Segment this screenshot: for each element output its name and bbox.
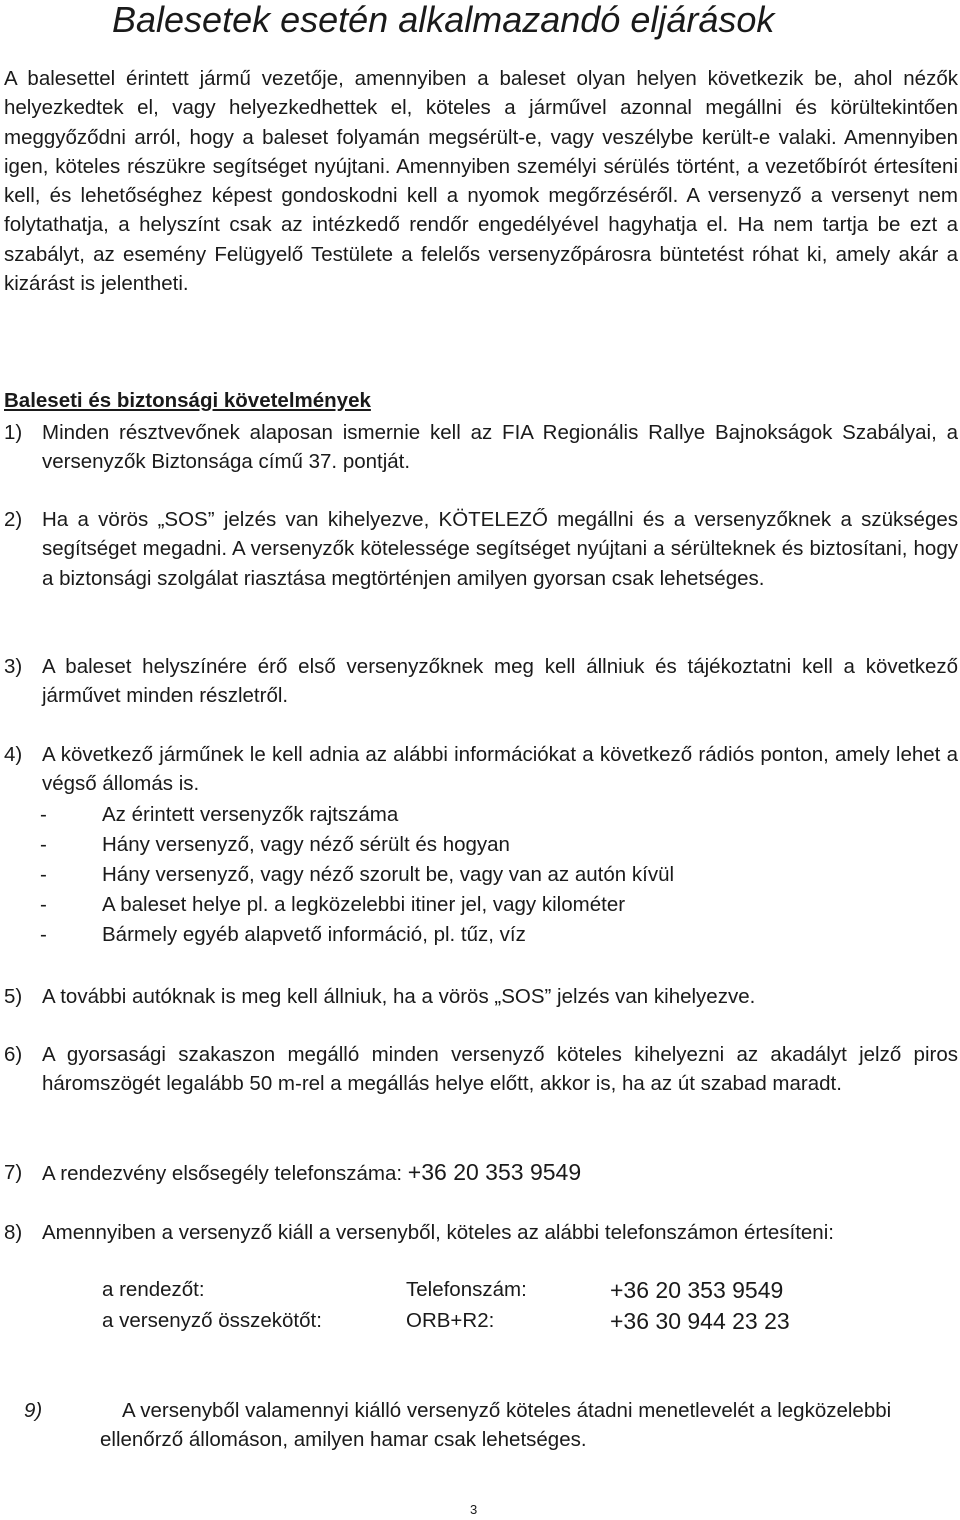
item-text: Amennyiben a versenyző kiáll a versenyből, köteles az alábbi telefonszámon értesíteni: (42, 1221, 834, 1244)
item-number: 4) (4, 743, 23, 766)
bullet-item (0, 890, 960, 920)
contact-who: a versenyző összekötőt: (102, 1309, 322, 1332)
bullet-item (0, 860, 960, 890)
item-number: 8) (4, 1221, 23, 1244)
first-aid-phone: +36 20 353 9549 (407, 1159, 582, 1185)
bullet-text: Az érintett versenyzők rajtszáma (102, 803, 399, 826)
bullet-dash: - (40, 893, 47, 916)
item-text: A további autóknak is meg kell állniuk, ha a vörös „SOS” jelzés van kihelyezve. (42, 985, 756, 1008)
item-number: 2) (4, 508, 23, 531)
item-number: 1) (4, 421, 23, 444)
bullet-dash: - (40, 923, 47, 946)
intro-paragraph: A balesettel érintett jármű vezetője, amennyiben a baleset olyan helyen következik be, ahol nézők helyezkedtek el, vagy helyezkedhettek el, köteles a járművel azonnal megállni és körültekintően meggyőződni arról, hogy a baleset folyamán megsérült-e, vagy veszélybe került-e valaki. Amennyiben igen, köteles részükre segítséget nyújtani. Amennyiben személyi sérülés történt, a vezetőbírót értesíteni kell, és lehetőséghez képest gondoskodni kell a nyomok megőrzéséről. A versenyző a versenyt nem folytathatja, a helyszínt csak az intézkedő rendőr engedélyével hagyhatja el. Ha nem tartja be ezt a szabályt, az esemény Felügyelő Testülete a felelős versenyzőpárosra büntetést róhat ki, amely akár a kizárást is jelentheti. (4, 67, 958, 296)
bullet-text: Bármely egyéb alapvető információ, pl. tűz, víz (102, 923, 526, 946)
bullet-item (0, 800, 960, 830)
contact-who: a rendezőt: (102, 1278, 205, 1301)
contact-number: +36 30 944 23 23 (610, 1308, 790, 1334)
bullet-text: Hány versenyző, vagy néző sérült és hogyan (102, 833, 510, 856)
item-text: Ha a vörös „SOS” jelzés van kihelyezve, KÖTELEZŐ megállni és a versenyzőknek a szükséges segítséget megadni. A versenyzők kötelessége segítséget nyújtani a sérülteknek és biztosítani, hogy a biztonsági szolgálat riasztása megtörténjen amilyen gyorsan csak lehetséges. (42, 508, 958, 590)
item-number: 5) (4, 985, 23, 1008)
item-number: 3) (4, 655, 23, 678)
item-text: A következő járműnek le kell adnia az alábbi információkat a következő rádiós ponton, amely lehet a végső állomás is. (42, 743, 958, 796)
item-text: A baleset helyszínére érő első versenyzőknek meg kell állniuk és tájékoztatni kell a következő járművet minden részletről. (42, 655, 958, 708)
item-number: 6) (4, 1043, 23, 1066)
item-text: A versenyből valamennyi kiálló versenyző köteles átadni menetlevelét a legközelebbi ellenőrző állomáson, amilyen hamar csak lehetséges. (100, 1399, 892, 1452)
bullet-text: Hány versenyző, vagy néző szorult be, vagy van az autón kívül (102, 863, 675, 886)
item-text-label: A rendezvény elsősegély telefonszáma: (42, 1162, 408, 1185)
item-text: Minden résztvevőnek alaposan ismernie kell az FIA Regionális Rallye Bajnokságok Szabályai, a versenyzők Biztonsága című 37. pontját. (42, 421, 958, 474)
contact-row-organizer (0, 1274, 960, 1306)
section-heading: Baleseti és biztonsági követelmények (4, 389, 371, 412)
bullet-text: A baleset helye pl. a legközelebbi itiner jel, vagy kilométer (102, 893, 626, 916)
bullet-item (0, 920, 960, 950)
item-number: 9) (24, 1399, 43, 1422)
bullet-dash: - (40, 863, 47, 886)
page-number: 3 (470, 1502, 478, 1517)
bullet-dash: - (40, 803, 47, 826)
contact-row-liaison (0, 1305, 960, 1337)
contact-label: Telefonszám: (406, 1278, 527, 1301)
contact-label: ORB+R2: (406, 1309, 495, 1332)
page-title: Balesetek esetén alkalmazandó eljárások (112, 0, 775, 40)
item-text (42, 1158, 958, 1188)
bullet-item (0, 830, 960, 860)
bullet-dash: - (40, 833, 47, 856)
contact-number: +36 20 353 9549 (610, 1277, 784, 1303)
item-number: 7) (4, 1161, 23, 1184)
item-text: A gyorsasági szakaszon megálló minden versenyző köteles kihelyezni az akadályt jelző piros háromszögét legalább 50 m-rel a megállás helye előtt, akkor is, ha az út szabad maradt. (42, 1043, 958, 1096)
